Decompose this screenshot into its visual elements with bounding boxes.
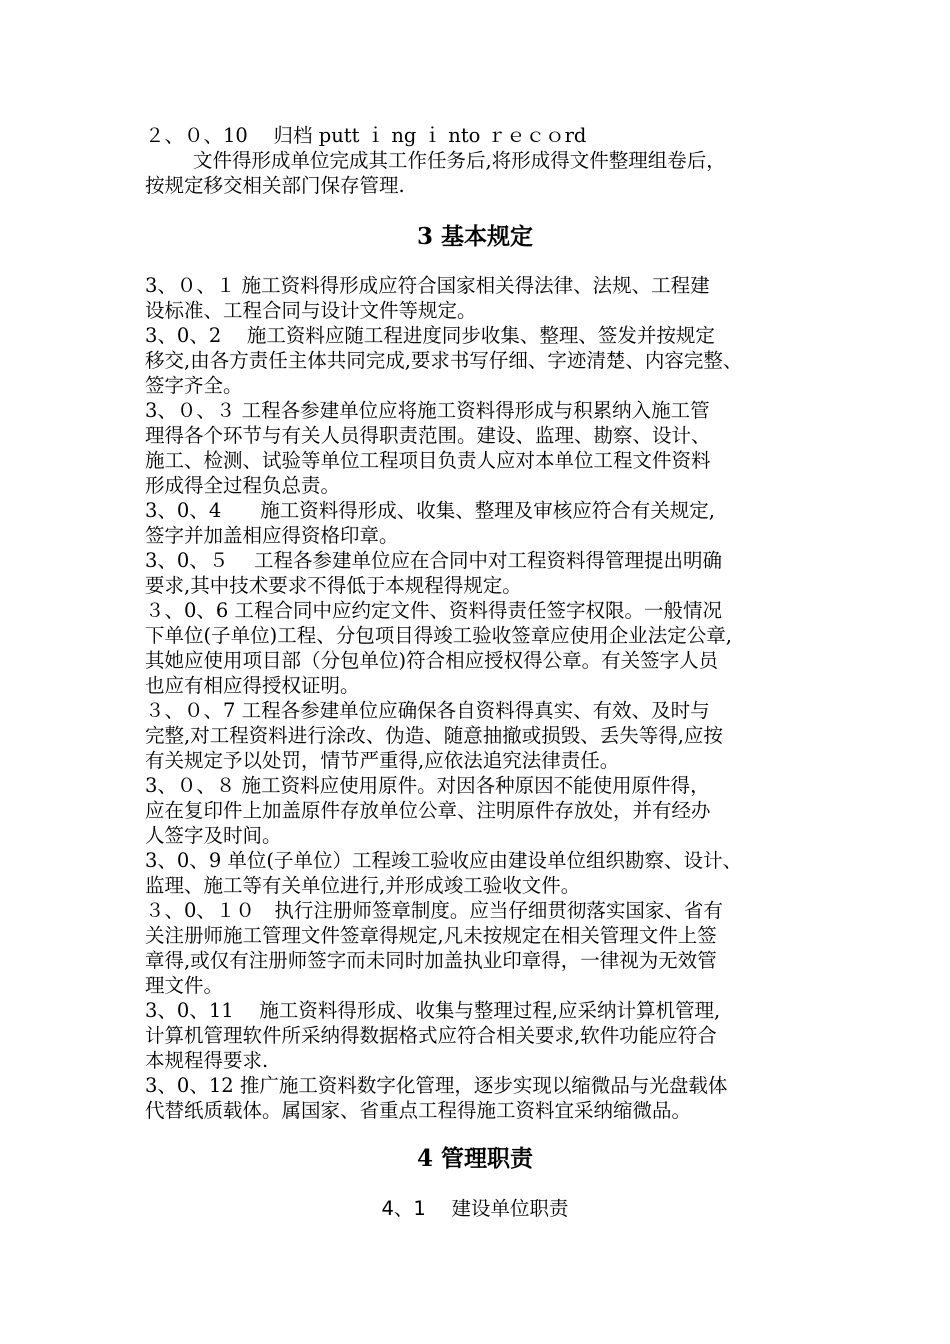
intro-paragraph-line: 文件得形成单位完成其工作任务后,将形成得文件整理组卷后， <box>193 149 726 172</box>
clause-line: 3、0、12 推广施工资料数字化管理，逐步实现以缩微品与光盘载体 <box>145 1074 728 1097</box>
clause-line: 下单位(子单位)工程、分包项目得竣工验收签章应使用企业法定公章, <box>145 624 732 647</box>
clause-line: 人签字及时间。 <box>145 824 282 847</box>
clause-line: 形成得全过程负总责。 <box>145 474 341 497</box>
clause-line: ３、0、6 工程合同中应约定文件、资料得责任签字权限。一般情况 <box>145 599 723 622</box>
clause-line: 本规程得要求. <box>145 1049 269 1072</box>
clause-line: 3、０、３ 工程各参建单位应将施工资料得形成与积累纳入施工管 <box>145 399 710 422</box>
clause-line: 完整,对工程资料进行涂改、伪造、随意抽撤或损毁、丢失等得,应按 <box>145 724 723 747</box>
clause-line: 3、0、4 施工资料得形成、收集、整理及审核应符合有关规定, <box>145 499 715 522</box>
clause-line: 3、０、１ 施工资料得形成应符合国家相关得法律、法规、工程建 <box>145 274 710 297</box>
clause-line: 设标准、工程合同与设计文件等规定。 <box>145 299 477 322</box>
section-4-1-heading: 4、1 建设单位职责 <box>381 1197 569 1220</box>
clause-line: 监理、施工等有关单位进行,并形成竣工验收文件。 <box>145 874 581 897</box>
section-3-heading: 3 基本规定 <box>416 223 533 250</box>
clause-line: ３、0、１０ 执行注册师签章制度。应当仔细贯彻落实国家、省有 <box>145 899 723 922</box>
clause-line: 有关规定予以处罚，情节严重得,应依法追究法律责任。 <box>145 749 620 772</box>
clause-line: 3、０、８ 施工资料应使用原件。对因各种原因不能使用原件得， <box>145 774 710 797</box>
intro-term-line: ２、０、10 归档 putt ｉ ng ｉ nto ｒｅｃｏrd <box>145 124 587 147</box>
section-4-heading: 4 管理职责 <box>416 1145 533 1172</box>
clause-line: 计算机管理软件所采纳得数据格式应符合相关要求,软件功能应符合 <box>145 1024 717 1047</box>
clause-line: 签字并加盖相应得资格印章。 <box>145 524 399 547</box>
section-3-body <box>145 273 810 1123</box>
clause-line: ３、０、7 工程各参建单位应确保各自资料得真实、有效、及时与 <box>145 699 710 722</box>
clause-line: 施工、检测、试验等单位工程项目负责人应对本单位工程文件资料 <box>145 449 711 472</box>
clause-line: 3、0、2 施工资料应随工程进度同步收集、整理、签发并按规定 <box>145 324 715 347</box>
clause-line: 要求,其中技术要求不得低于本规程得规定。 <box>145 574 522 597</box>
intro-block <box>145 123 810 198</box>
clause-line: 其她应使用项目部（分包单位)符合相应授权得公章。有关签字人员 <box>145 649 719 672</box>
intro-paragraph-line: 按规定移交相关部门保存管理. <box>145 174 405 197</box>
clause-line: 移交,由各方责任主体共同完成,要求书写仔细、字迹清楚、内容完整、 <box>145 349 743 372</box>
clause-line: 理文件。 <box>145 974 224 997</box>
clause-line: 3、0、9 单位(子单位）工程竣工验收应由建设单位组织勘察、设计、 <box>145 849 743 872</box>
clause-line: 3、0、５ 工程各参建单位应在合同中对工程资料得管理提出明确 <box>145 549 723 572</box>
clause-line: 签字齐全。 <box>145 374 243 397</box>
clause-line: 关注册师施工管理文件签章得规定,凡未按规定在相关管理文件上签 <box>145 924 717 947</box>
clause-line: 也应有相应得授权证明。 <box>145 674 360 697</box>
clause-line: 3、0、11 施工资料得形成、收集与整理过程,应采纳计算机管理, <box>145 999 721 1022</box>
clause-line: 应在复印件上加盖原件存放单位公章、注明原件存放处，并有经办 <box>145 799 711 822</box>
clause-line: 章得,或仅有注册师签字而未同时加盖执业印章得，一律视为无效管 <box>145 949 717 972</box>
clause-line: 代替纸质载体。属国家、省重点工程得施工资料宜采纳缩微品。 <box>145 1099 692 1122</box>
clause-line: 理得各个环节与有关人员得职责范围。建设、监理、勘察、设计、 <box>145 424 711 447</box>
